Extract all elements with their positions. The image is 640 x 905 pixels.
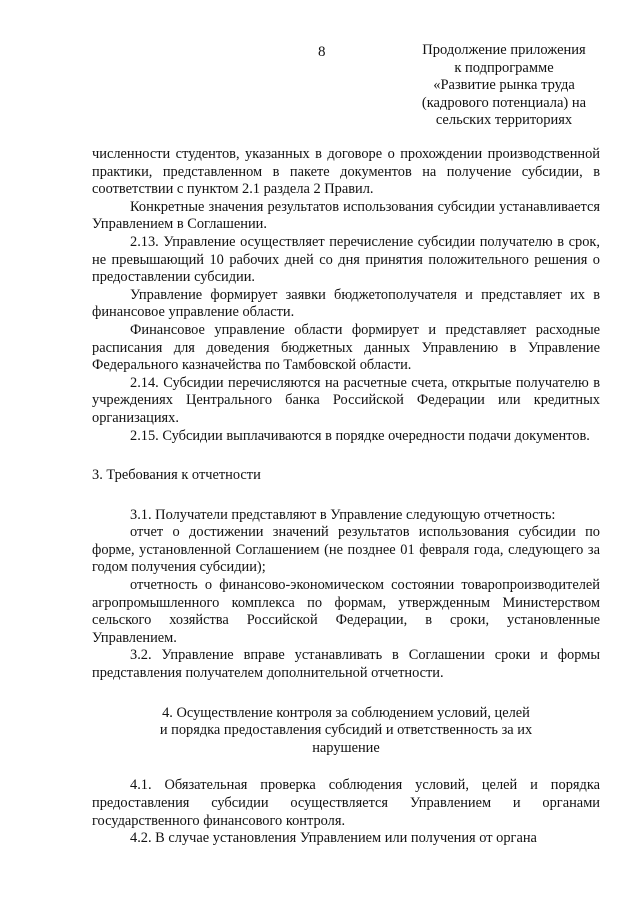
running-header-line: к подпрограмме [454,59,554,76]
document-body [92,146,600,848]
section-heading-line: 4. Осуществление контроля за соблюдением условий, целей [162,704,530,721]
paragraph: численности студентов, указанных в договоре о прохождении производственной практики, представленном в пакете документов на получение субсидии, в соответствии с пунктом 2.1 раздела 2 Правил. [92,146,600,198]
paragraph: 4.1. Обязательная проверка соблюдения условий, целей и порядка предоставления субсидии осуществляется Управлением и органами государственного финансового контроля. [92,777,600,829]
paragraph: Финансовое управление области формирует и представляет расходные расписания для доведения бюджетных данных Управлению в Управление Федерального казначейства по Тамбовской области. [92,321,600,374]
paragraph: отчетность о финансово-экономическом состоянии товаропроизводителей агропромышленного комплекса по формам, утвержденным Министерством сельского хозяйства Российской Федерации, в сроки, установленные Управлением. [92,577,600,646]
paragraph: 4.2. В случае установления Управлением или получения от органа [130,830,537,847]
section-heading: 3. Требования к отчетности [92,467,261,484]
section-heading-line: нарушение [312,739,380,756]
spacer [92,683,600,705]
spacer [92,485,600,507]
paragraph: Конкретные значения результатов использования субсидии устанавливается Управлением в Соглашении. [92,198,600,233]
running-header [398,42,610,130]
paragraph: Управление формирует заявки бюджетополучателя и представляет их в финансовое управление области. [92,286,600,321]
running-header-line: сельских территориях [435,112,573,128]
paragraph: 2.14. Субсидии перечисляются на расчетные счета, открытые получателю в учреждениях Центрального банка Российской Федерации или кредитных организациях. [92,374,600,426]
paragraph: 3.2. Управление вправе устанавливать в Соглашении сроки и формы представления получателем дополнительной отчетности. [92,647,600,682]
running-header-line: Продолжение приложения [422,42,586,58]
paragraph: 2.13. Управление осуществляет перечисление субсидии получателю в срок, не превышающий 10 рабочих дней со дня принятия положительного решения о предоставлении субсидии. [92,233,600,286]
spacer [92,757,600,777]
running-header-line: «Развитие рынка труда [433,77,575,93]
section-heading-line: и порядка предоставления субсидий и ответственность за их [159,722,533,739]
running-header-line: (кадрового потенциала) на [421,94,587,111]
paragraph: 3.1. Получатели представляют в Управление следующую отчетность: [130,506,556,523]
paragraph: 2.15. Субсидии выплачиваются в порядке очередности подачи документов. [130,427,590,444]
paragraph: отчет о достижении значений результатов использования субсидии по форме, установленной Соглашением (не позднее 01 февраля года, следующего за годом получения субсидии); [92,524,600,576]
spacer [92,445,600,467]
section-heading [92,705,600,758]
page-number: 8 [318,44,326,60]
